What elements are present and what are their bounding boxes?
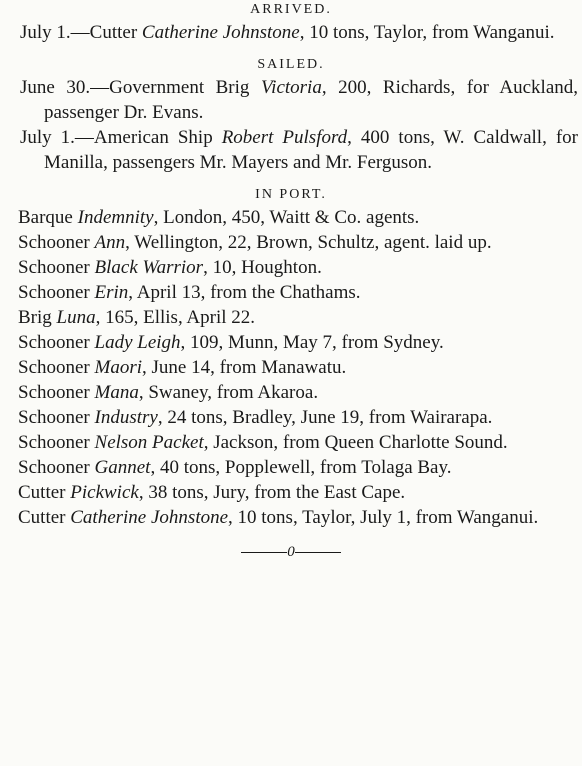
entry-prefix: June 30.—Government Brig <box>20 77 261 98</box>
sailed-heading: SAILED. <box>257 57 325 72</box>
entry-prefix: Schooner <box>18 332 95 353</box>
vessel-name: Erin <box>94 282 129 303</box>
sailed-list <box>0 75 582 175</box>
entry-prefix: Schooner <box>18 282 95 303</box>
divider-line-right <box>295 552 341 553</box>
arrived-heading: ARRIVED. <box>250 2 332 17</box>
entry-prefix: Schooner <box>18 357 95 378</box>
divider-line-left <box>241 552 287 553</box>
in-port-entry <box>0 255 582 280</box>
in-port-entry <box>0 355 582 380</box>
entry-details: , June 14, from Manawatu. <box>142 357 347 378</box>
entry-details: , Swaney, from Akaroa. <box>138 382 319 403</box>
entry-prefix: Schooner <box>18 257 95 278</box>
vessel-name: Robert Pulsford <box>221 127 348 148</box>
entry-details: , 109, Munn, May 7, from Sydney. <box>180 332 444 353</box>
entry-details: , 38 tons, Jury, from the East Cape. <box>138 482 406 503</box>
section-gap <box>0 175 582 185</box>
in-port-entry <box>0 455 582 480</box>
in-port-heading: IN PORT. <box>255 187 327 202</box>
vessel-name: Pickwick <box>70 482 139 503</box>
arrived-entry <box>0 20 582 45</box>
entry-details: , 10, Houghton. <box>203 257 322 278</box>
vessel-name: Catherine Johnstone <box>141 22 300 43</box>
in-port-entry <box>0 480 582 505</box>
vessel-name: Lady Leigh <box>94 332 181 353</box>
vessel-name: Nelson Packet <box>94 432 204 453</box>
section-divider <box>0 542 582 562</box>
vessel-name: Indemnity <box>77 207 154 228</box>
in-port-entry <box>0 380 582 405</box>
divider-mark: 0 <box>287 544 295 560</box>
entry-details: , Wellington, 22, Brown, Schultz, agent. laid up. <box>125 232 492 253</box>
vessel-name: Maori <box>94 357 143 378</box>
in-port-list <box>0 205 582 530</box>
vessel-name: Black Warrior <box>94 257 204 278</box>
entry-details: , 400 tons, W. Caldwall, for Manilla, passengers Mr. Mayers and Mr. Ferguson. <box>44 127 578 173</box>
arrived-list <box>0 20 582 45</box>
in-port-entry <box>0 430 582 455</box>
sailed-entry <box>0 125 582 175</box>
entry-details: , 10 tons, Taylor, from Wanganui. <box>299 22 555 43</box>
in-port-entry <box>0 330 582 355</box>
entry-prefix: Schooner <box>18 407 95 428</box>
entry-details: , 10 tons, Taylor, July 1, from Wanganui. <box>228 507 539 528</box>
entry-details: , April 13, from the Chathams. <box>128 282 361 303</box>
vessel-name: Luna <box>56 307 96 328</box>
in-port-entry <box>0 305 582 330</box>
entry-prefix: Cutter <box>18 507 71 528</box>
entry-prefix: Cutter <box>18 482 71 503</box>
entry-details: , Jackson, from Queen Charlotte Sound. <box>203 432 508 453</box>
in-port-entry <box>0 280 582 305</box>
in-port-entry <box>0 505 582 530</box>
vessel-name: Mana <box>94 382 139 403</box>
entry-prefix: Schooner <box>18 432 95 453</box>
entry-details: , 24 tons, Bradley, June 19, from Wairarapa. <box>157 407 493 428</box>
entry-details: , 200, Richards, for Auckland, passenger Dr. Evans. <box>44 77 579 123</box>
in-port-entry <box>0 230 582 255</box>
entry-prefix: Schooner <box>18 382 95 403</box>
entry-prefix: July 1.—American Ship <box>20 127 222 148</box>
entry-details: , 40 tons, Popplewell, from Tolaga Bay. <box>150 457 452 478</box>
entry-prefix: Barque <box>18 207 78 228</box>
in-port-entry <box>0 205 582 230</box>
vessel-name: Industry <box>94 407 158 428</box>
entry-prefix: Brig <box>18 307 57 328</box>
section-gap <box>0 45 582 55</box>
entry-details: , London, 450, Waitt & Co. agents. <box>153 207 420 228</box>
vessel-name: Victoria <box>260 77 322 98</box>
entry-details: , 165, Ellis, April 22. <box>95 307 256 328</box>
sailed-entry <box>0 75 582 125</box>
in-port-entry <box>0 405 582 430</box>
entry-prefix: Schooner <box>18 457 95 478</box>
vessel-name: Ann <box>94 232 126 253</box>
entry-prefix: Schooner <box>18 232 95 253</box>
vessel-name: Catherine Johnstone <box>70 507 229 528</box>
vessel-name: Gannet <box>94 457 151 478</box>
entry-prefix: July 1.—Cutter <box>20 22 142 43</box>
